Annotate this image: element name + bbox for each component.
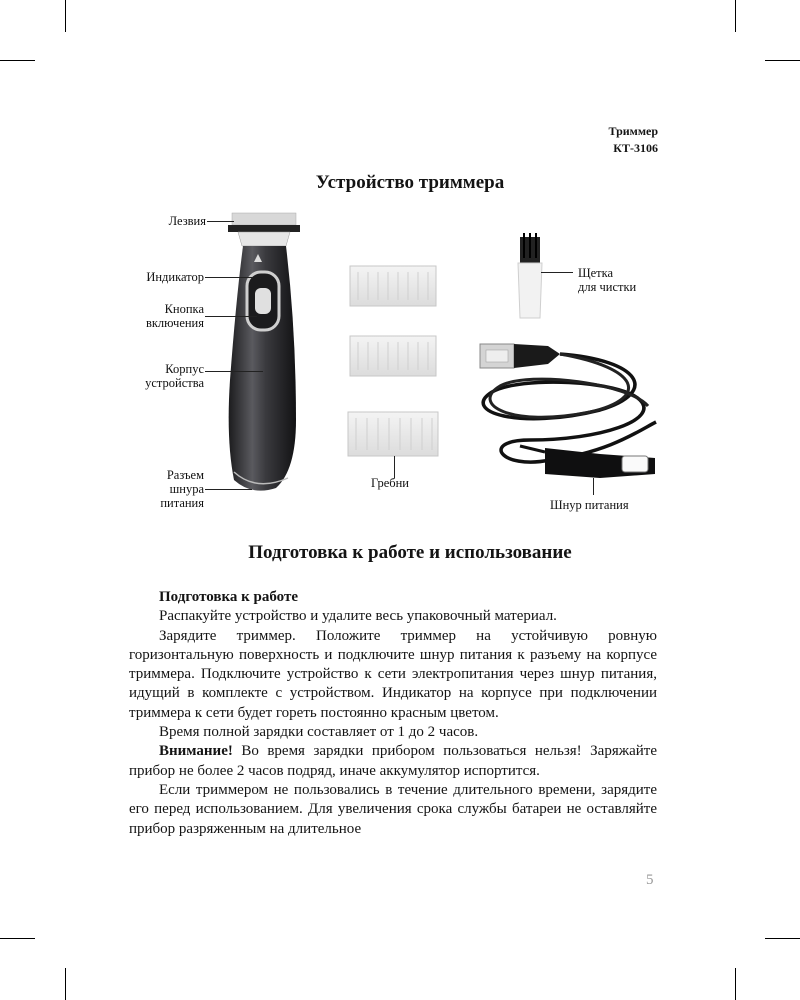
crop-mark xyxy=(0,938,35,939)
leader-line-indicator xyxy=(205,277,252,278)
header-product: Триммер xyxy=(608,124,658,138)
power-cord xyxy=(480,344,656,478)
leader-line-blades xyxy=(207,221,234,222)
section-title-preparation: Подготовка к работе и использование xyxy=(248,542,572,563)
crop-mark xyxy=(765,938,800,939)
crop-mark xyxy=(765,60,800,61)
label-combs: Гребни xyxy=(371,476,409,490)
running-header xyxy=(609,123,658,157)
combs-group xyxy=(348,266,438,456)
leader-line-body xyxy=(205,371,263,372)
paragraph-unpack: Распакуйте устройство и удалите весь упаковочный материал. xyxy=(159,608,557,625)
subsection-title: Подготовка к работе xyxy=(159,589,298,605)
leader-line-brush xyxy=(541,272,573,273)
paragraph-charge: Зарядите триммер. Положите триммер на устойчивую ровную горизонтальную поверхность и подключите шнур питания к разъему на корпусе триммера. Подключите устройство к сети электропитания через шнур питания, идущий в комплекте с устройством. Индикатор на корпусе при подключении триммера к сети будет гореть постоянно красным цветом. xyxy=(129,627,657,721)
crop-mark xyxy=(735,968,736,1000)
label-cord: Шнур питания xyxy=(550,498,629,512)
label-indicator: Индикатор xyxy=(146,270,204,284)
trimmer-device xyxy=(228,213,300,491)
crop-mark xyxy=(0,60,35,61)
body-text xyxy=(129,588,657,839)
leader-line-combs xyxy=(394,456,395,478)
label-power-button: Кнопка включения xyxy=(145,302,204,330)
crop-mark xyxy=(65,968,66,1000)
crop-mark xyxy=(65,0,66,32)
crop-mark xyxy=(735,0,736,32)
leader-line-cord xyxy=(593,478,594,495)
leader-line-connector xyxy=(205,489,252,490)
page-number: 5 xyxy=(646,872,654,888)
paragraph-warning xyxy=(129,742,657,781)
paragraph-charge-time: Время полной зарядки составляет от 1 до 2 часов. xyxy=(159,724,479,741)
warning-label: Внимание! xyxy=(159,743,233,760)
label-connector: Разъем шнура питания xyxy=(160,468,204,510)
header-model: КТ-3106 xyxy=(613,141,658,155)
leader-line-button xyxy=(205,316,257,317)
label-body: Корпус устройства xyxy=(145,362,204,390)
label-blades: Лезвия xyxy=(168,214,206,228)
paragraph-long-storage: Если триммером не пользовались в течение длительного времени, зарядите его перед использованием. Для увеличения срока службы батареи не оставляйте прибор разряженным на длительное xyxy=(129,781,657,837)
warning-text: Во время зарядки прибором пользоваться нельзя! Заряжайте прибор не более 2 часов подряд, иначе аккумулятор испортится. xyxy=(129,743,657,779)
cleaning-brush xyxy=(518,233,542,318)
section-title-device: Устройство триммера xyxy=(315,172,505,193)
label-brush: Щетка для чистки xyxy=(578,266,637,294)
